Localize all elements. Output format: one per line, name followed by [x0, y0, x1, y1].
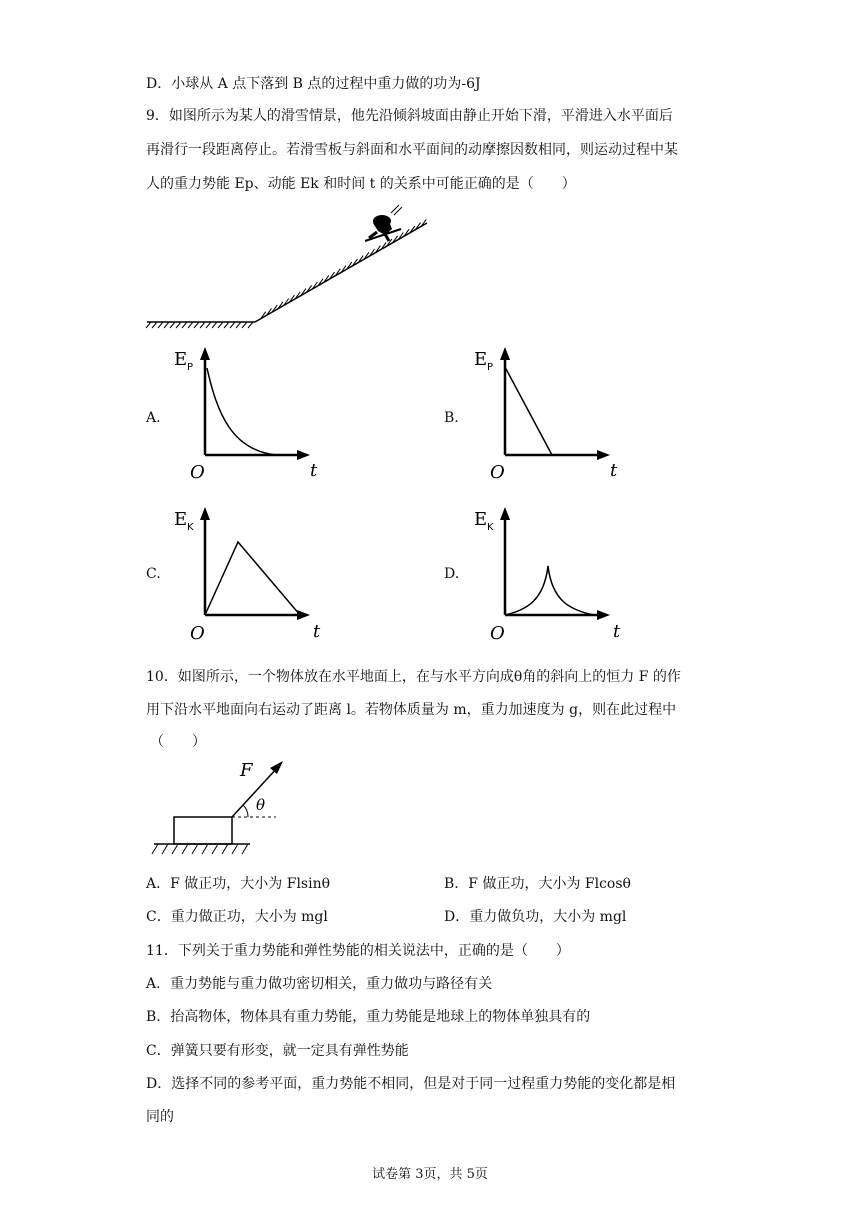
- q9-option-c-label: C.: [146, 566, 161, 582]
- graph-a: [172, 343, 322, 483]
- angle-label: θ: [256, 796, 266, 814]
- graph-c-ylabel: E: [174, 509, 188, 530]
- q10-option-c: C．重力做正功，大小为 mgl: [146, 909, 328, 925]
- graph-d-ylabel: E: [474, 509, 488, 530]
- graph-d: [472, 500, 622, 645]
- graph-b-ylabel: E: [474, 349, 488, 370]
- q11-stem: 11．下列关于重力势能和弹性势能的相关说法中，正确的是（ ）: [146, 943, 570, 959]
- graph-c-xlabel: t: [313, 621, 321, 642]
- q9-stem-line3: 人的重力势能 Ep、动能 Ek 和时间 t 的关系中可能正确的是（ ）: [146, 176, 576, 192]
- q8-option-d: D．小球从 A 点下落到 B 点的过程中重力做的功为-6J: [146, 76, 481, 92]
- q10-option-d: D．重力做负功，大小为 mgl: [444, 909, 627, 925]
- q9-stem-line2: 再滑行一段距离停止。若滑雪板与斜面和水平面间的动摩擦因数相同，则运动过程中某: [146, 142, 678, 158]
- graph-b: [472, 343, 622, 483]
- q11-option-a: A．重力势能与重力做功密切相关，重力做功与路径有关: [146, 976, 493, 992]
- ski-slope-figure: [145, 205, 445, 330]
- graph-c: [172, 500, 322, 645]
- q9-option-a-label: A.: [146, 410, 161, 426]
- force-label: F: [240, 760, 253, 781]
- graph-b-xlabel: t: [610, 460, 618, 481]
- force-arrow-head: [270, 761, 283, 774]
- graph-b-origin: O: [490, 462, 505, 483]
- graph-a-xlabel: t: [310, 460, 318, 481]
- q10-stem-line3: （ ）: [150, 734, 206, 750]
- graph-d-xlabel: t: [613, 621, 621, 642]
- graph-d-origin: O: [490, 623, 505, 644]
- graph-b-ysub: P: [487, 362, 494, 373]
- q10-stem-line2: 用下沿水平地面向右运动了距离 l。若物体质量为 m，重力加速度为 g，则在此过程中: [146, 702, 677, 718]
- q9-option-d-label: D.: [444, 566, 460, 582]
- q11-option-c: C．弹簧只要有形变，就一定具有弹性势能: [146, 1043, 409, 1059]
- graph-c-origin: O: [190, 623, 205, 644]
- q9-option-b-label: B.: [444, 410, 459, 426]
- graph-c-ysub: K: [187, 522, 194, 533]
- q11-option-d-line2: 同的: [146, 1109, 174, 1125]
- q11-option-b: B．抬高物体，物体具有重力势能，重力势能是地球上的物体单独具有的: [146, 1009, 591, 1025]
- graph-a-ylabel: E: [174, 349, 188, 370]
- q9-stem-line1: 9．如图所示为某人的滑雪情景，他先沿倾斜坡面由静止开始下滑，平滑进入水平面后: [146, 108, 673, 124]
- page-footer: 试卷第 3页，共 5页: [372, 1167, 488, 1182]
- graph-a-origin: O: [190, 462, 205, 483]
- graph-d-ysub: K: [487, 522, 494, 533]
- q10-option-b: B．F 做正功，大小为 Flcosθ: [444, 876, 631, 892]
- q10-option-a: A．F 做正功，大小为 Flsinθ: [146, 876, 331, 892]
- q11-option-d-line1: D．选择不同的参考平面，重力势能不相同，但是对于同一过程重力势能的变化都是相: [146, 1076, 676, 1092]
- graph-a-ysub: P: [187, 362, 194, 373]
- q10-stem-line1: 10．如图所示，一个物体放在水平地面上，在与水平方向成θ角的斜向上的恒力 F 的作: [146, 669, 681, 685]
- skier-icon: [365, 205, 402, 241]
- force-block-figure: [148, 756, 298, 861]
